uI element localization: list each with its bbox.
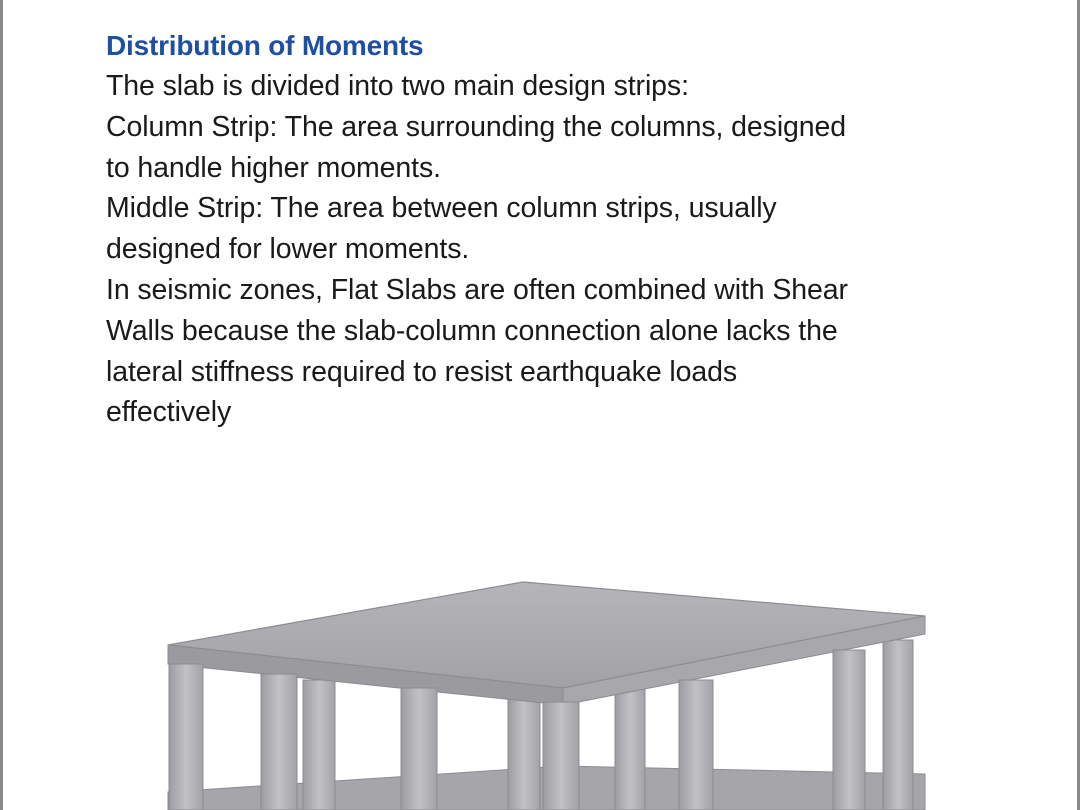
column-front-5	[679, 680, 713, 810]
text-line-1: The slab is divided into two main design strips:	[106, 70, 689, 102]
text-line-3: to handle higher moments.	[106, 151, 441, 184]
column-front-1	[169, 664, 203, 810]
column-front-4	[543, 702, 579, 810]
flat-slab-figure	[3, 560, 1080, 810]
column-back-4	[883, 640, 913, 810]
column-front-2	[261, 674, 297, 810]
text-block	[106, 26, 1006, 433]
column-front-6	[833, 650, 865, 810]
text-line-5: designed for lower moments.	[106, 233, 470, 266]
column-front-3	[401, 688, 437, 810]
text-line-2: Column Strip: The area surrounding the columns, designed	[106, 110, 847, 143]
text-line-8: lateral stiffness required to resist earthquake loads	[106, 355, 738, 388]
text-line-9: effectively	[106, 396, 232, 429]
section-heading: Distribution of Moments	[106, 30, 424, 61]
text-line-4: Middle Strip: The area between column strips, usually	[106, 192, 777, 225]
text-line-7: Walls because the slab-column connection alone lacks the	[106, 314, 838, 347]
column-back-3	[615, 678, 645, 810]
column-back-1	[303, 680, 335, 810]
text-line-6: In seismic zones, Flat Slabs are often combined with Shear	[106, 273, 848, 306]
